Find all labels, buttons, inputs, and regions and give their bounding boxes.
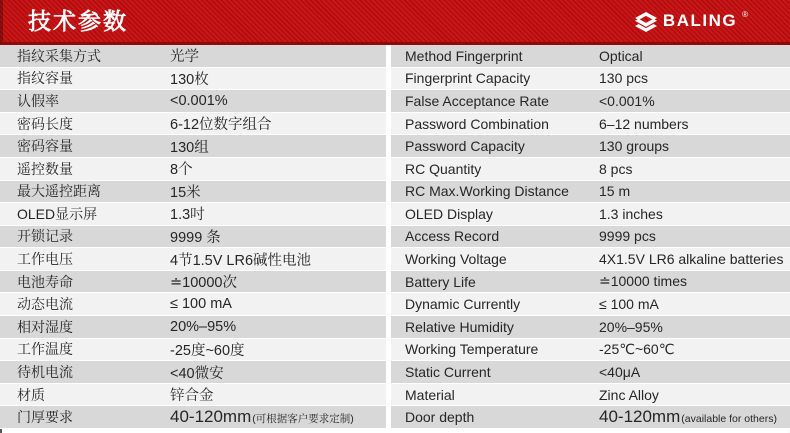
spec-label: 密码容量 [17,138,73,155]
spec-value [599,341,674,358]
spec-value [170,45,199,66]
spec-row [0,339,386,362]
spec-value [170,384,214,405]
spec-row [0,384,386,407]
spec-row [391,339,790,362]
spec-value-text: ≐10000 times [599,273,687,290]
spec-label: Access Record [405,228,500,245]
spec-value-text: 9999 pcs [599,228,656,245]
spec-value [170,296,232,312]
spec-value [599,319,663,335]
spec-value [170,339,245,360]
spec-table-english [391,45,790,429]
spec-value [599,296,659,312]
spec-row [391,68,790,91]
spec-row [391,113,790,136]
spec-value [599,93,655,109]
spec-label: False Acceptance Rate [405,92,549,109]
spec-row [0,90,386,113]
spec-value-text: ≤ 100 mA [599,296,659,313]
spec-row [0,293,386,316]
spec-value [170,113,272,134]
spec-label: 待机电流 [17,364,73,381]
spec-label: Relative Humidity [405,318,514,335]
spec-value-text: 8 pcs [599,160,633,177]
spec-value [599,387,659,403]
spec-row [391,45,790,68]
spec-label: Dynamic Currently [405,296,521,313]
spec-row [0,361,386,384]
spec-value [599,251,783,267]
spec-value [170,181,201,202]
spec-row [0,135,386,158]
spec-value [599,116,689,132]
spec-label: 认假率 [17,92,59,109]
spec-value-text: 6-12位数字组合 [170,117,272,134]
spec-tables [0,45,790,433]
spec-value-text: -25度~60度 [170,342,245,359]
spec-value-note: (available for others) [681,413,777,426]
spec-label: 指纹采集方式 [17,47,101,64]
spec-value-text: 锌合金 [170,388,214,405]
spec-value [170,158,193,179]
spec-label: Password Capacity [405,138,525,155]
spec-label: 密码长度 [17,115,73,132]
spec-value [599,138,669,154]
spec-label: 材质 [17,386,45,403]
spec-label: Working Temperature [405,341,539,358]
spec-row [0,271,386,294]
spec-value-text: 15 m [599,183,631,200]
spec-value [170,271,237,292]
spec-label: 门厚要求 [17,409,73,426]
spec-row [391,406,790,429]
spec-label: 指纹容量 [17,70,73,87]
spec-value-text: 40-120mm [170,407,252,427]
spec-row [0,158,386,181]
spec-value [599,206,663,222]
spec-row [391,226,790,249]
baling-logo-icon [634,12,658,32]
spec-label: 电池寿命 [17,273,73,290]
spec-value-text: <40微安 [170,365,224,382]
spec-row [391,181,790,204]
page-title: 技术参数 [28,8,128,34]
spec-row [391,203,790,226]
spec-value-text: 6–12 numbers [599,115,689,132]
spec-label: Password Combination [405,115,549,132]
spec-label: 工作温度 [17,341,73,358]
spec-value-note: (可根据客户要求定制) [252,413,354,426]
spec-value-text: Zinc Alloy [599,386,659,403]
spec-row [391,293,790,316]
spec-value-text: 1.3 inches [599,205,663,222]
spec-value [170,68,209,89]
spec-label: Method Fingerprint [405,47,523,64]
spec-label: 动态电流 [17,296,73,313]
spec-row [0,68,386,91]
spec-value-text: Optical [599,47,643,64]
spec-value-text: ≐10000次 [170,275,237,292]
spec-label: 开锁记录 [17,228,73,245]
spec-row [0,113,386,136]
spec-label: Fingerprint Capacity [405,70,531,87]
spec-label: Door depth [405,409,475,426]
spec-value-text: 1.3吋 [170,207,205,224]
spec-value [599,161,632,177]
spec-table-chinese [0,45,386,429]
spec-value [599,48,643,64]
spec-row [391,361,790,384]
spec-value [170,362,224,383]
spec-value-text: 光学 [170,49,199,66]
brand-name: BALING [662,11,738,30]
brand-logo [634,10,748,32]
header [0,0,790,45]
spec-value-text: ≤ 100 mA [170,296,232,313]
spec-value [599,183,630,199]
spec-label: Material [405,386,455,403]
spec-row [391,271,790,294]
spec-row [391,384,790,407]
spec-value-text: 130组 [170,139,209,156]
spec-label: Working Voltage [405,251,507,268]
spec-value [599,228,656,244]
spec-value [599,273,687,290]
spec-row [0,248,386,271]
spec-value [170,93,228,109]
spec-value-text: 130枚 [170,71,209,88]
spec-row [0,406,386,429]
spec-value-text: 130 groups [599,138,670,155]
spec-value-text: <0.001% [599,92,655,109]
spec-label: OLED显示屏 [17,205,98,222]
spec-value-text: <0.001% [170,92,228,109]
spec-label: RC Max.Working Distance [405,183,569,200]
spec-label: OLED Display [405,205,493,222]
spec-value-text: 4节1.5V LR6碱性电池 [170,252,312,269]
spec-value [170,136,209,157]
spec-value [170,203,205,224]
spec-value-text: 4X1.5V LR6 alkaline batteries [599,251,784,268]
spec-value-text: -25℃~60℃ [599,340,675,357]
spec-row [0,203,386,226]
spec-label: RC Quantity [405,160,482,177]
spec-row [391,248,790,271]
spec-label: Battery Life [405,273,476,290]
spec-value [170,319,236,335]
spec-value-text: 9999 条 [170,229,221,246]
spec-value-text: 15米 [170,184,201,201]
spec-row [0,226,386,249]
spec-value [170,407,354,427]
spec-label: 最大遥控距离 [17,183,101,200]
spec-value [599,407,777,427]
spec-value-text: 20%–95% [599,318,663,335]
spec-value-text: 130 pcs [599,70,649,87]
spec-row [391,316,790,339]
spec-row [0,316,386,339]
spec-label: 工作电压 [17,251,73,268]
spec-value [599,364,640,380]
spec-value [170,249,311,270]
spec-row [391,135,790,158]
spec-row [391,158,790,181]
spec-row [391,90,790,113]
spec-value-text: <40μA [599,364,641,381]
registered-mark: ® [742,10,748,19]
spec-value [599,70,648,86]
spec-value-text: 40-120mm [599,407,681,427]
spec-value-text: 20%–95% [170,318,237,335]
spec-label: 相对湿度 [17,318,73,335]
spec-label: Static Current [405,364,491,381]
spec-row [0,45,386,68]
spec-value [170,226,221,247]
spec-row [0,181,386,204]
spec-label: 遥控数量 [17,160,73,177]
spec-value-text: 8个 [170,162,193,179]
